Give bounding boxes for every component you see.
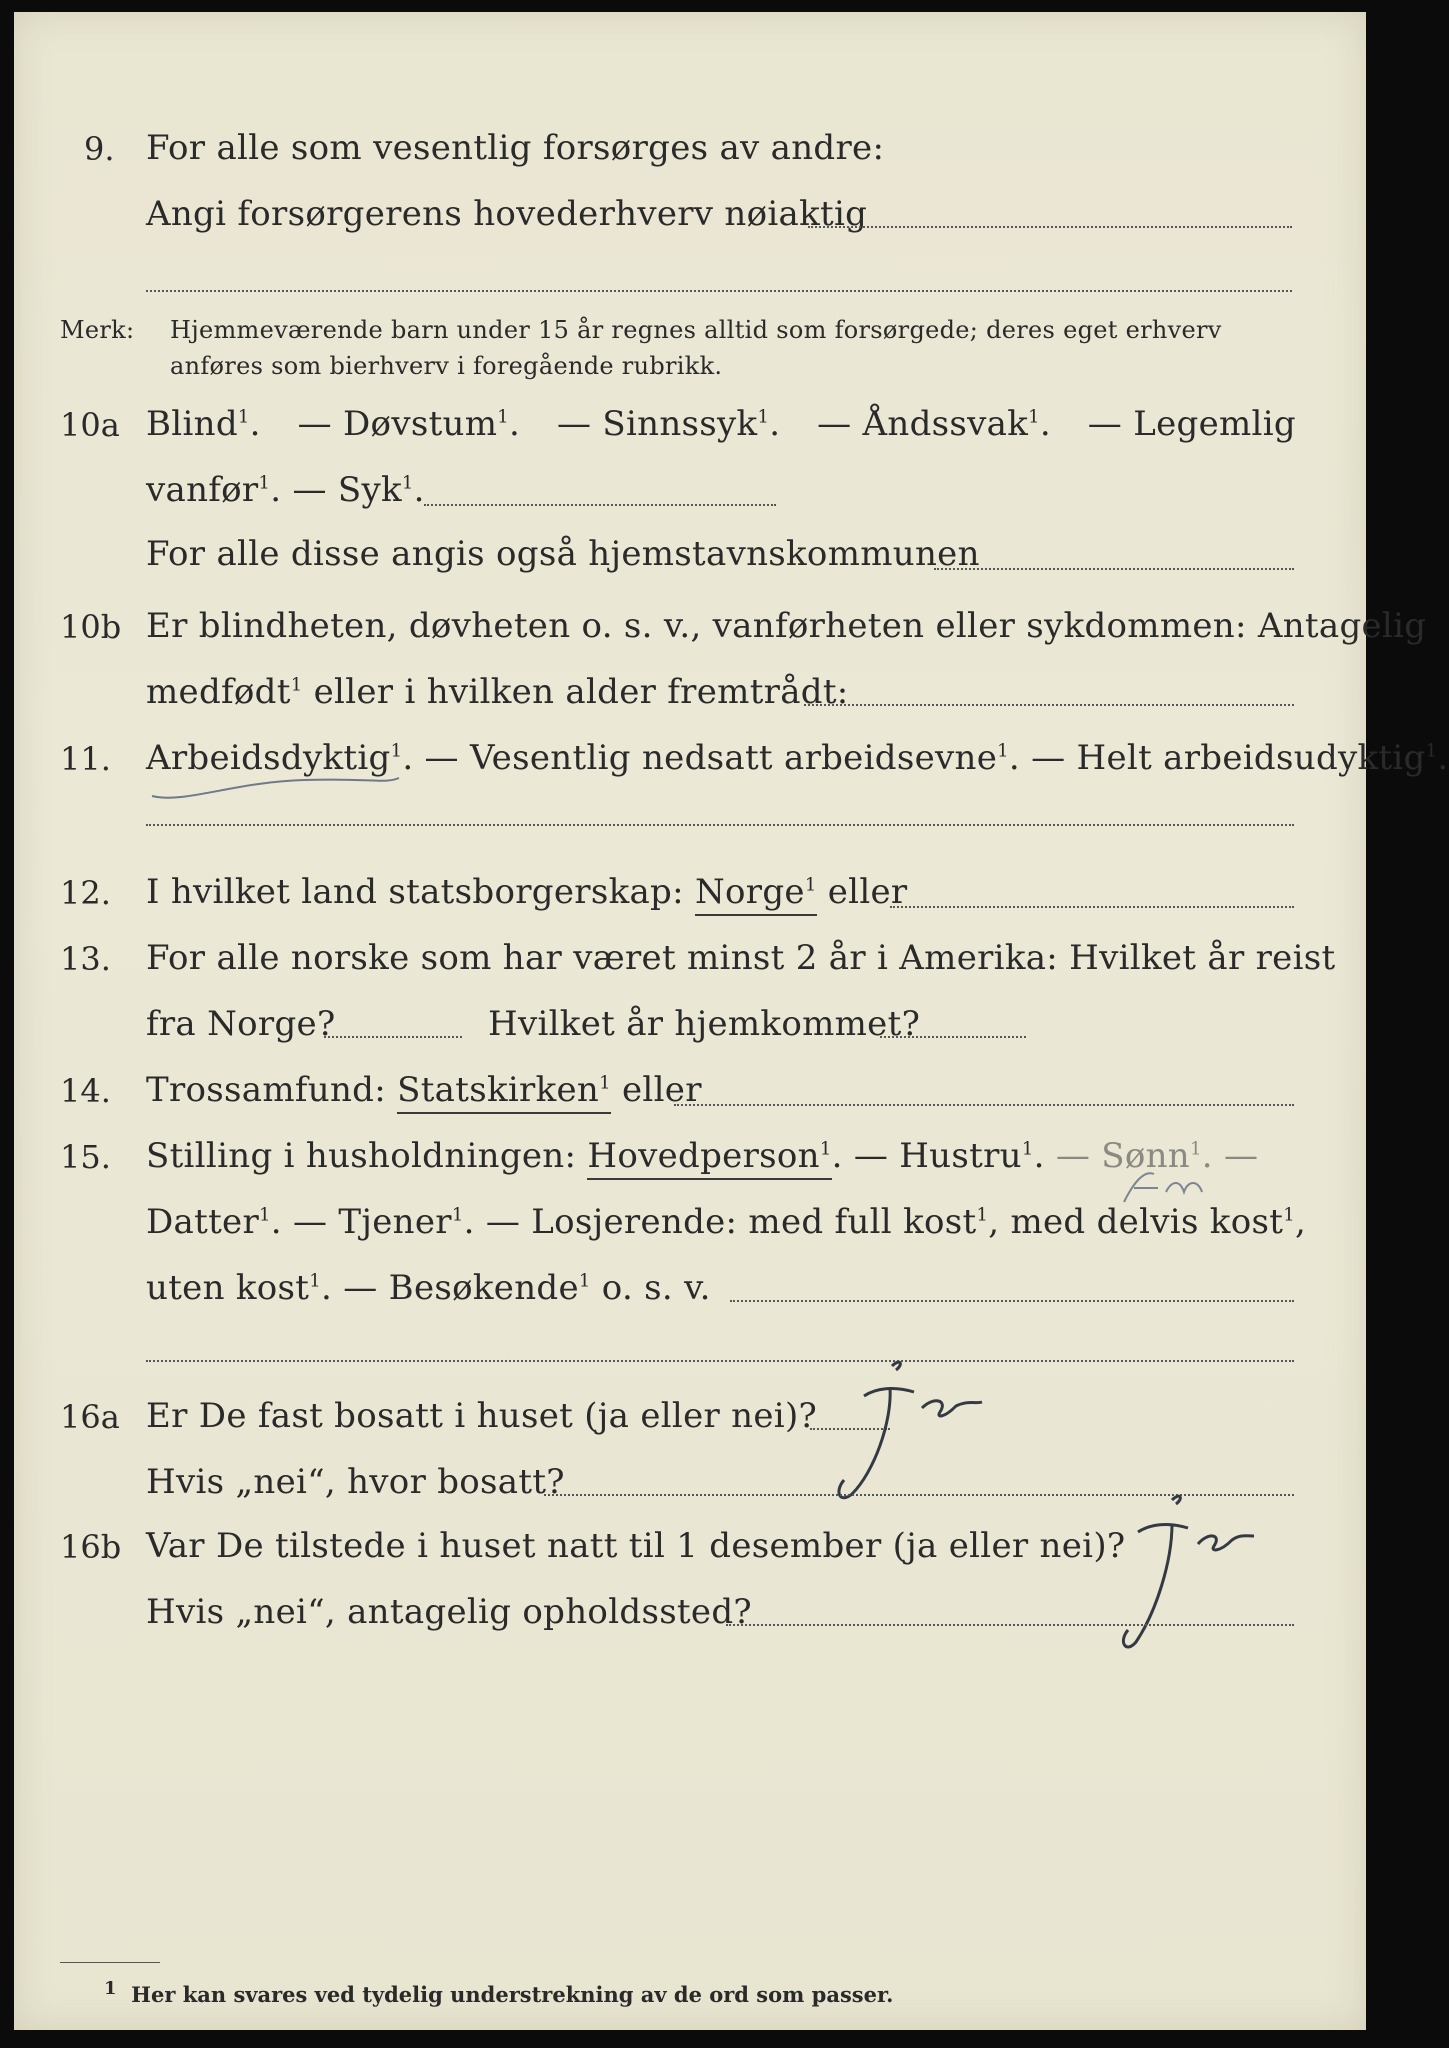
question-11-number: 11. — [60, 740, 111, 778]
question-15-number: 15. — [60, 1138, 111, 1176]
note-label: Merk: — [60, 316, 135, 344]
question-15-answer-line-2 — [146, 1360, 1294, 1362]
question-16a-handwritten-answer — [804, 1352, 1004, 1512]
question-12-answer-line — [890, 906, 1294, 908]
question-10b-number: 10b — [60, 608, 122, 646]
question-16b-line2: Hvis „nei“, antagelig opholdssted? — [146, 1592, 752, 1632]
question-9-answer-line-2 — [146, 290, 1292, 292]
question-9-number: 9. — [84, 130, 115, 168]
question-9-answer-line — [808, 226, 1292, 228]
option-hovedperson: Hovedperson$^1$ — [587, 1136, 831, 1180]
question-14-line: Trossamfund: Statskirken$^1$ eller — [146, 1070, 702, 1110]
question-10b-answer-line — [804, 704, 1294, 706]
question-13-line1: For alle norske som har været minst 2 år i Amerika: Hvilket år reist — [146, 938, 1336, 978]
note-line2: anføres som bierhverv i foregående rubrikk. — [170, 352, 723, 380]
option-statskirken: Statskirken$^1$ — [397, 1070, 611, 1114]
option-sinnssyk: — Sinnssyk$^1$. — [556, 404, 781, 444]
question-16a-number: 16a — [60, 1398, 120, 1436]
option-blind: Blind$^1$. — [146, 404, 261, 444]
question-9-line1: For alle som vesentlig forsørges av andre: — [146, 128, 885, 168]
footnote-rule — [60, 1962, 160, 1963]
question-10a-number: 10a — [60, 406, 120, 444]
option-dovstum: — Døvstum$^1$. — [297, 404, 521, 444]
question-14-answer-line — [674, 1104, 1294, 1106]
option-andssvak: — Åndssvak$^1$. — [817, 404, 1051, 444]
question-11-line: Arbeidsdyktig$^1$. — Vesentlig nedsatt arbeidsevne$^1$. — Helt arbeidsudyktig$^1$. — [146, 738, 1449, 778]
option-legemlig: — Legemlig — [1087, 404, 1296, 444]
question-16a-line2: Hvis „nei“, hvor bosatt? — [146, 1462, 565, 1502]
question-10a-line1 — [146, 404, 1296, 444]
question-9-line2: Angi forsørgerens hovederhverv nøiaktig — [146, 194, 868, 234]
option-arbeidsdyktig: Arbeidsdyktig$^1$. — [146, 738, 414, 778]
form-page — [14, 12, 1449, 2030]
question-13-number: 13. — [60, 940, 111, 978]
question-13-line2a: fra Norge? — [146, 1004, 336, 1044]
question-16b-opholdssted-line — [726, 1624, 1294, 1626]
question-16b-number: 16b — [60, 1528, 122, 1566]
question-11-answer-line — [146, 824, 1294, 826]
question-12-number: 12. — [60, 874, 111, 912]
question-15-line1: Stilling i husholdningen: Hovedperson$^1$. — Hustru$^1$. — Sønn$^1$. — — [146, 1136, 1258, 1176]
question-15-line2: Datter$^1$. — Tjener$^1$. — Losjerende: med full kost$^1$, med delvis kost$^1$, — [146, 1202, 1307, 1242]
question-13-hjemkommet-line — [880, 1036, 1026, 1038]
question-10a-hjemstavn-line — [934, 568, 1294, 570]
question-10a-line2: vanfør$^1$. — Syk$^1$. — [146, 470, 425, 510]
question-16b-line1: Var De tilstede i huset natt til 1 desember (ja eller nei)? — [146, 1526, 1126, 1566]
question-15-answer-line — [730, 1300, 1294, 1302]
question-10a-syk-line — [424, 504, 776, 506]
handwritten-fm-mark — [1114, 1162, 1214, 1222]
question-15-line3: uten kost$^1$. — Besøkende$^1$ o. s. v. — [146, 1268, 711, 1308]
question-16b-handwritten-answer — [1074, 1482, 1274, 1662]
option-norge: Norge$^1$ — [695, 872, 817, 916]
footnote: $^1$ Her kan svares ved tydelig understrekning av de ord som passer. — [104, 1978, 894, 2007]
question-16a-line1: Er De fast bosatt i huset (ja eller nei)? — [146, 1396, 818, 1436]
question-13-reist-line — [324, 1036, 462, 1038]
question-13-line2b: Hvilket år hjemkommet? — [488, 1004, 921, 1044]
question-10b-line1: Er blindheten, døvheten o. s. v., vanførheten eller sykdommen: Antagelig — [146, 606, 1427, 646]
question-10b-line2: medfødt$^1$ eller i hvilken alder fremtrådt: — [146, 672, 849, 712]
question-14-number: 14. — [60, 1072, 111, 1110]
question-12-line: I hvilket land statsborgerskap: Norge$^1$ eller — [146, 872, 907, 912]
arbeidsdyktig-underline-handwriting — [144, 768, 404, 808]
question-10a-line3: For alle disse angis også hjemstavnskommunen — [146, 534, 980, 574]
note-line1: Hjemmeværende barn under 15 år regnes alltid som forsørgede; deres eget erhverv — [170, 316, 1222, 344]
